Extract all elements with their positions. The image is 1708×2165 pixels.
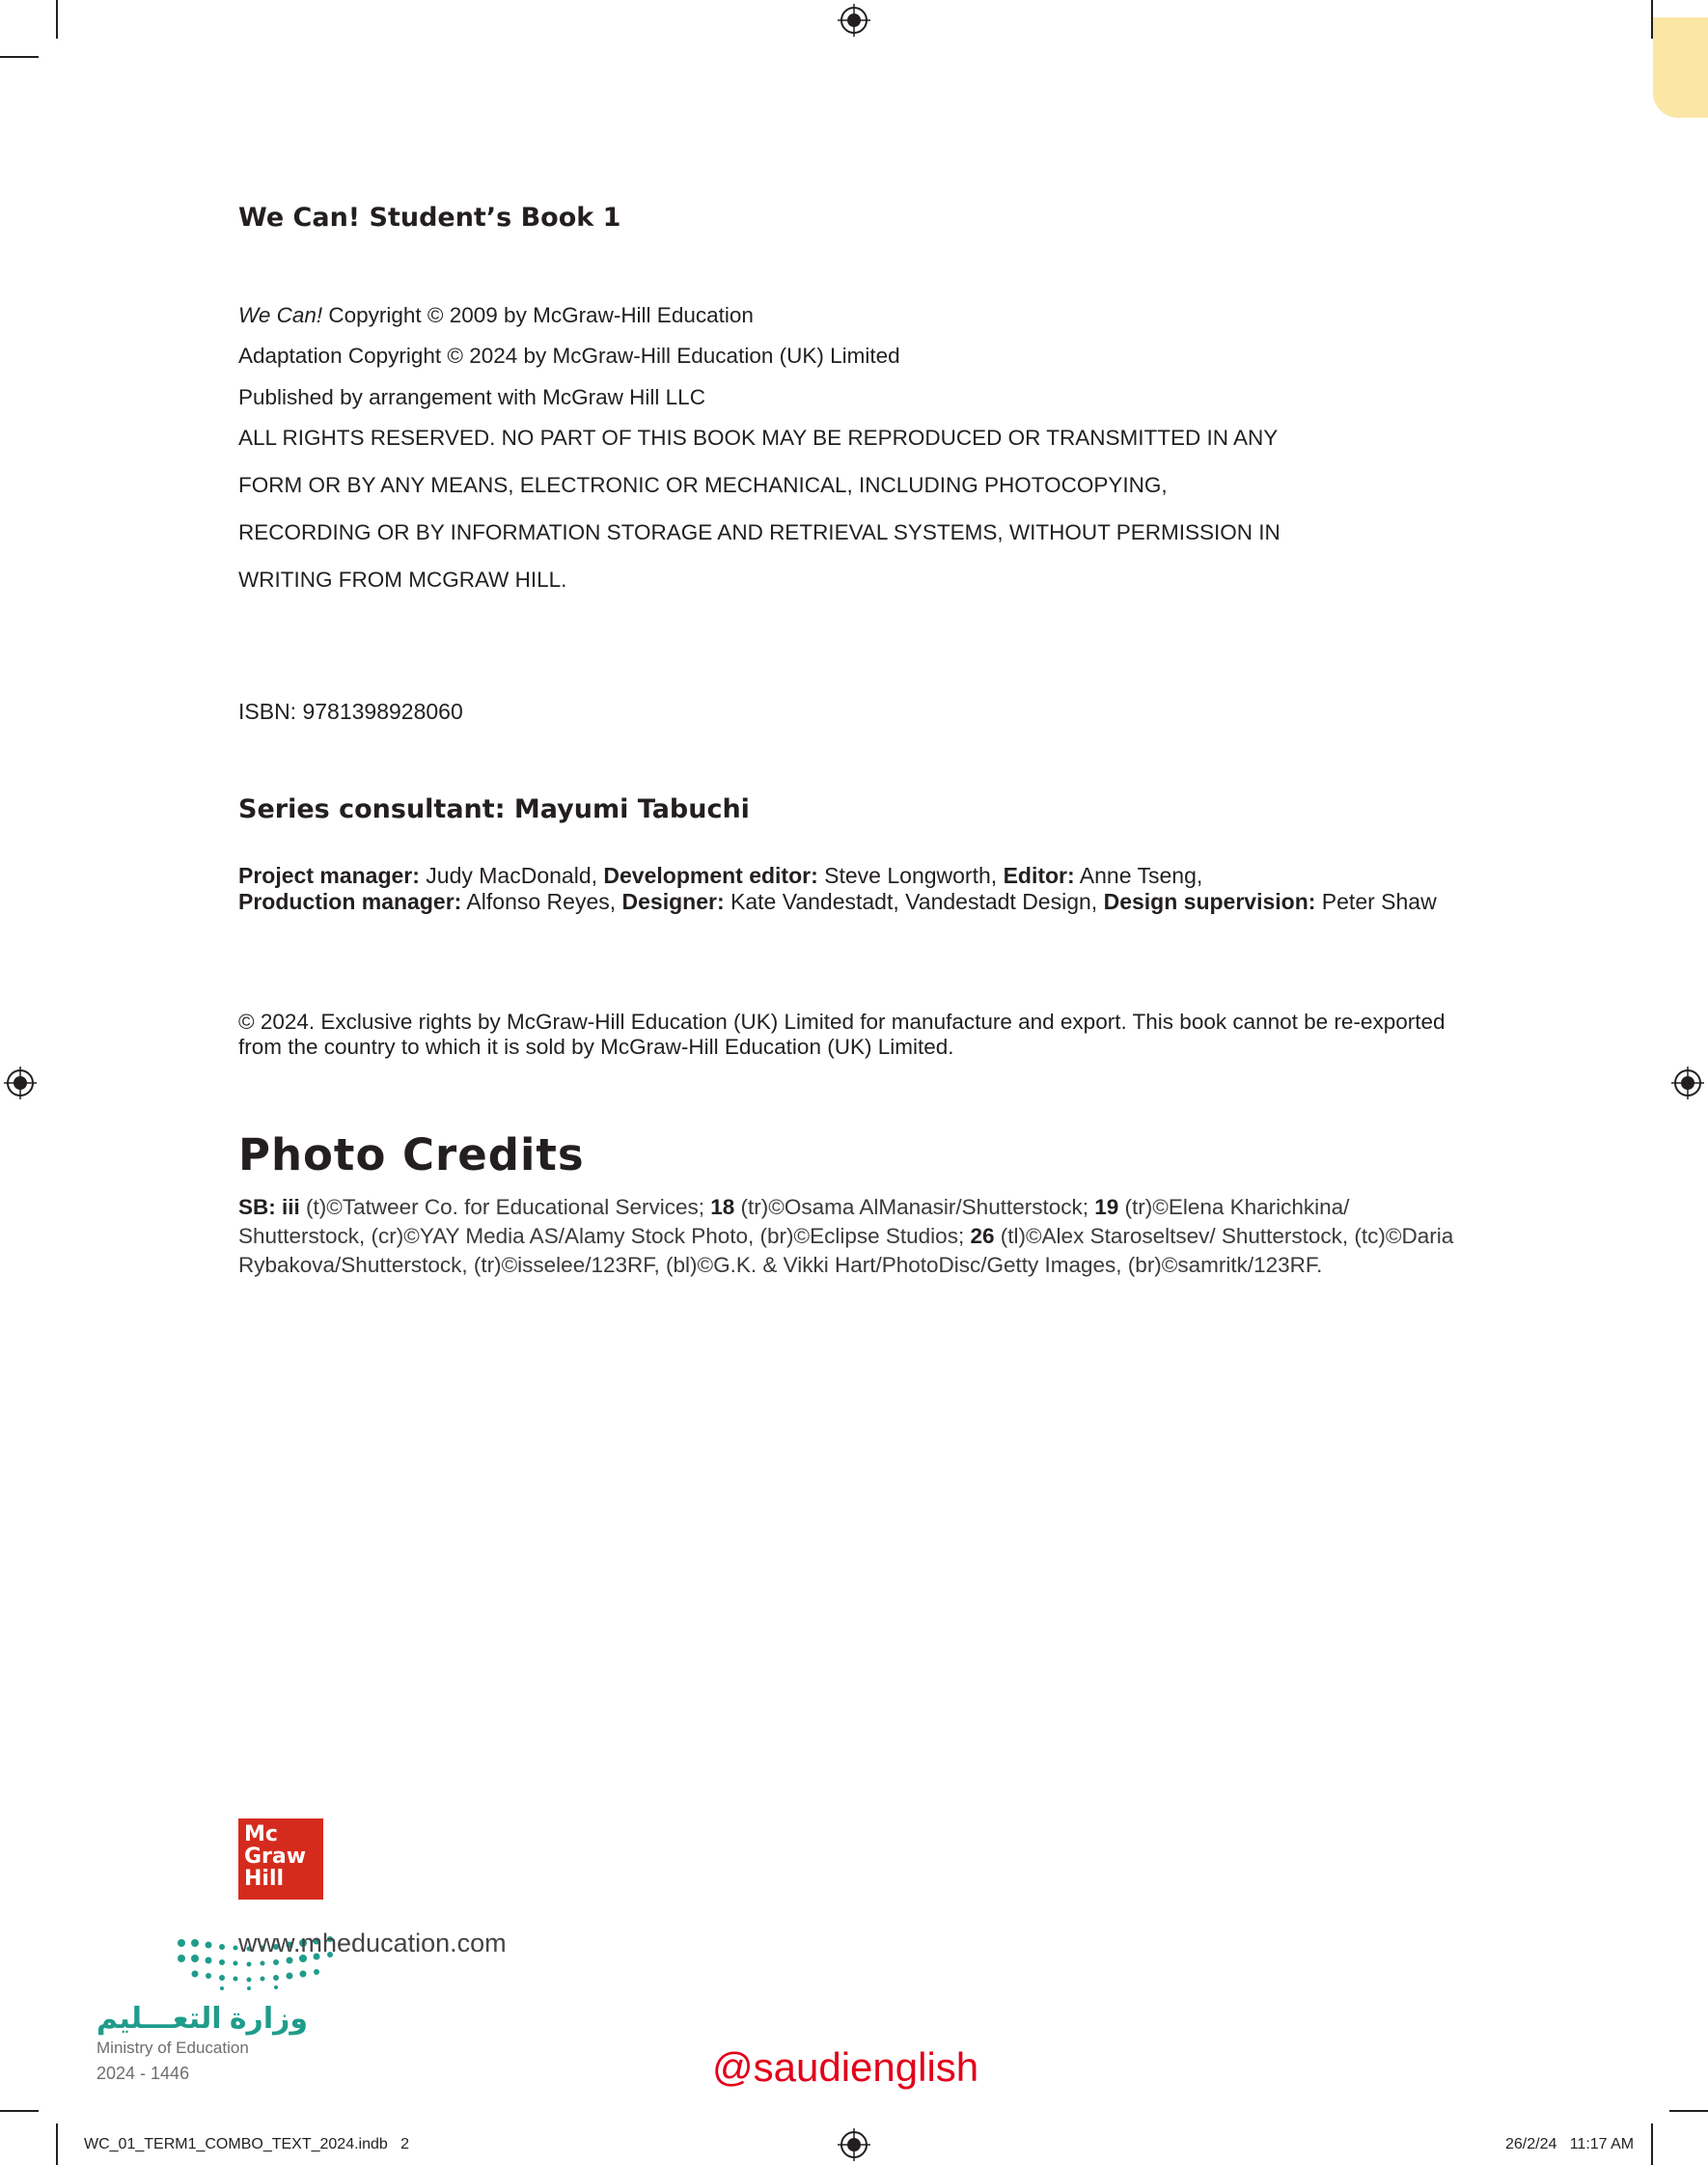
crop-mark xyxy=(56,2123,58,2165)
registration-mark-icon xyxy=(1671,1067,1704,1099)
staff-role: Production manager: xyxy=(238,888,462,914)
credit-text: (tr)©Osama AlManasir/Shutterstock; xyxy=(734,1195,1095,1219)
footer-file-slug: WC_01_TERM1_COMBO_TEXT_2024.indb 2 xyxy=(84,2136,410,2152)
credit-ref: 26 xyxy=(970,1224,995,1248)
rights-line: WRITING FROM MCGRAW HILL. xyxy=(238,568,567,592)
crop-mark xyxy=(56,0,58,39)
logo-text: Hill xyxy=(244,1867,285,1891)
credit-ref: 19 xyxy=(1094,1195,1119,1219)
registration-mark-icon xyxy=(838,4,870,37)
published-by-line: Published by arrangement with McGraw Hill LLC xyxy=(238,385,705,409)
exclusive-rights-notice: © 2024. Exclusive rights by McGraw-Hill Education (UK) Limited for manufacture and export. This book cannot be re-exported from the country to which it is sold by McGraw-Hill Education (UK) Limited. xyxy=(238,1010,1446,1059)
adaptation-copyright-line: Adaptation Copyright © 2024 by McGraw-Hill Education (UK) Limited xyxy=(238,344,900,368)
staff-role: Project manager: xyxy=(238,863,420,888)
social-handle: @saudienglish xyxy=(712,2044,979,2090)
credit-text: (tr)©Elena Kharichkina/ Shutterstock, (cr)©YAY Media AS/Alamy Stock Photo, (br)©Eclipse Studios; xyxy=(238,1195,1350,1248)
isbn: ISBN: 9781398928060 xyxy=(238,699,463,724)
staff-name: Judy MacDonald, xyxy=(419,863,604,888)
logo-text: Mc xyxy=(244,1822,278,1846)
copyright-book-name: We Can! xyxy=(238,303,323,327)
staff-name: Peter Shaw xyxy=(1315,888,1437,914)
ministry-year: 2024 - 1446 xyxy=(96,2064,190,2083)
rights-line: ALL RIGHTS RESERVED. NO PART OF THIS BOOK MAY BE REPRODUCED OR TRANSMITTED IN ANY xyxy=(238,426,1279,450)
ministry-name-english: Ministry of Education xyxy=(96,2039,249,2057)
crop-mark xyxy=(0,2110,39,2112)
page-tab xyxy=(1653,17,1708,118)
credit-ref: SB: iii xyxy=(238,1195,300,1219)
staff-name: Steve Longworth, xyxy=(817,863,1004,888)
series-consultant: Series consultant: Mayumi Tabuchi xyxy=(238,794,750,824)
staff-name: Alfonso Reyes, xyxy=(461,888,622,914)
credit-ref: 18 xyxy=(710,1195,735,1219)
crop-mark xyxy=(1669,2110,1708,2112)
book-title: We Can! Student’s Book 1 xyxy=(238,203,621,233)
staff-name: Anne Tseng, xyxy=(1074,863,1203,888)
rights-line: FORM OR BY ANY MEANS, ELECTRONIC OR MECHANICAL, INCLUDING PHOTOCOPYING, xyxy=(238,473,1168,497)
publisher-website: www.mheducation.com xyxy=(238,1929,507,1957)
staff-name: Kate Vandestadt, Vandestadt Design, xyxy=(724,888,1104,914)
staff-role: Design supervision: xyxy=(1103,888,1316,914)
staff-role: Designer: xyxy=(621,888,725,914)
registration-mark-icon xyxy=(838,2128,870,2161)
mcgraw-hill-logo xyxy=(238,1818,323,1900)
staff-role: Editor: xyxy=(1003,863,1075,888)
crop-mark xyxy=(0,56,39,58)
credit-text: (tl)©Alex Staroseltsev/ Shutterstock, (tc)©Daria Rybakova/Shutterstock, (tr)©isselee/123RF, (bl)©G.K. & Vikki Hart/PhotoDisc/Getty Images, (br)©samritk/123RF. xyxy=(238,1224,1454,1277)
photo-credits-heading: Photo Credits xyxy=(238,1129,585,1180)
logo-text: Graw xyxy=(244,1845,307,1869)
photo-credits-list xyxy=(238,1193,1464,1280)
copyright-line xyxy=(238,303,754,328)
ministry-name-arabic: وزارة التعـــليم xyxy=(96,2003,309,2035)
footer-timestamp: 26/2/24 11:17 AM xyxy=(1505,2136,1635,2152)
crop-mark xyxy=(1651,2123,1653,2165)
rights-line: RECORDING OR BY INFORMATION STORAGE AND RETRIEVAL SYSTEMS, WITHOUT PERMISSION IN xyxy=(238,520,1281,544)
copyright-text: Copyright © 2009 by McGraw-Hill Education xyxy=(322,303,754,327)
staff-role: Development editor: xyxy=(603,863,818,888)
registration-mark-icon xyxy=(4,1067,37,1099)
credit-text: (t)©Tatweer Co. for Educational Services; xyxy=(299,1195,711,1219)
staff-credits xyxy=(238,863,1454,914)
